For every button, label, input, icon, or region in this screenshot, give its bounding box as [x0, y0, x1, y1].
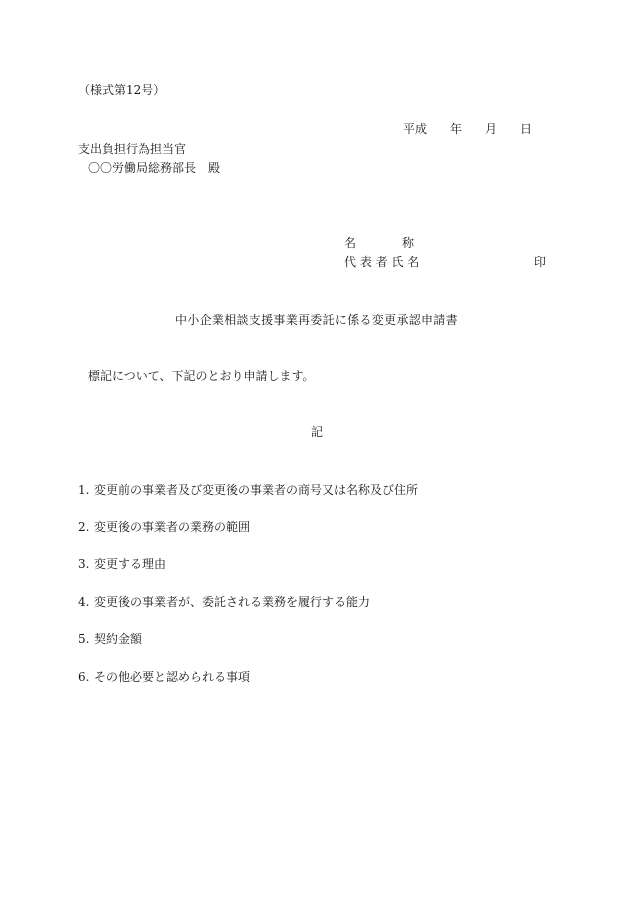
seal-mark: 印 [534, 255, 547, 269]
addressee-name: 〇〇労働局総務部長 殿 [88, 161, 221, 175]
form-number: （様式第12号） [78, 83, 166, 97]
list-item [78, 596, 370, 608]
list-item [78, 558, 166, 570]
date-year: 年 [450, 122, 463, 136]
item-number: 2. [78, 520, 90, 534]
name-label-1: 名 [344, 236, 357, 250]
item-text: その他必要と認められる事項 [94, 670, 251, 684]
item-text: 変更する理由 [94, 557, 167, 571]
date-era: 平成 [403, 122, 428, 136]
list-item [78, 671, 250, 683]
date-month: 月 [485, 122, 498, 136]
item-text: 契約金額 [94, 632, 143, 646]
item-number: 4. [78, 595, 90, 609]
item-number: 5. [78, 632, 90, 646]
item-number: 3. [78, 557, 90, 571]
document-title: 中小企業相談支援事業再委託に係る変更承認申請書 [175, 313, 458, 327]
representative-label: 代 表 者 氏 名 [344, 255, 420, 269]
item-text: 変更後の事業者が、委託される業務を履行する能力 [94, 595, 371, 609]
addressee-title: 支出負担行為担当官 [78, 142, 187, 156]
list-item [78, 521, 250, 533]
item-number: 1. [78, 483, 90, 497]
list-item [78, 484, 418, 496]
list-item [78, 633, 142, 645]
ki-heading: 記 [311, 425, 324, 439]
item-number: 6. [78, 670, 90, 684]
date-day: 日 [520, 122, 533, 136]
item-text: 変更後の事業者の業務の範囲 [94, 520, 251, 534]
name-label-2: 称 [402, 236, 415, 250]
item-text: 変更前の事業者及び変更後の事業者の商号又は名称及び住所 [94, 483, 419, 497]
body-text: 標記について、下記のとおり申請します。 [88, 369, 315, 383]
